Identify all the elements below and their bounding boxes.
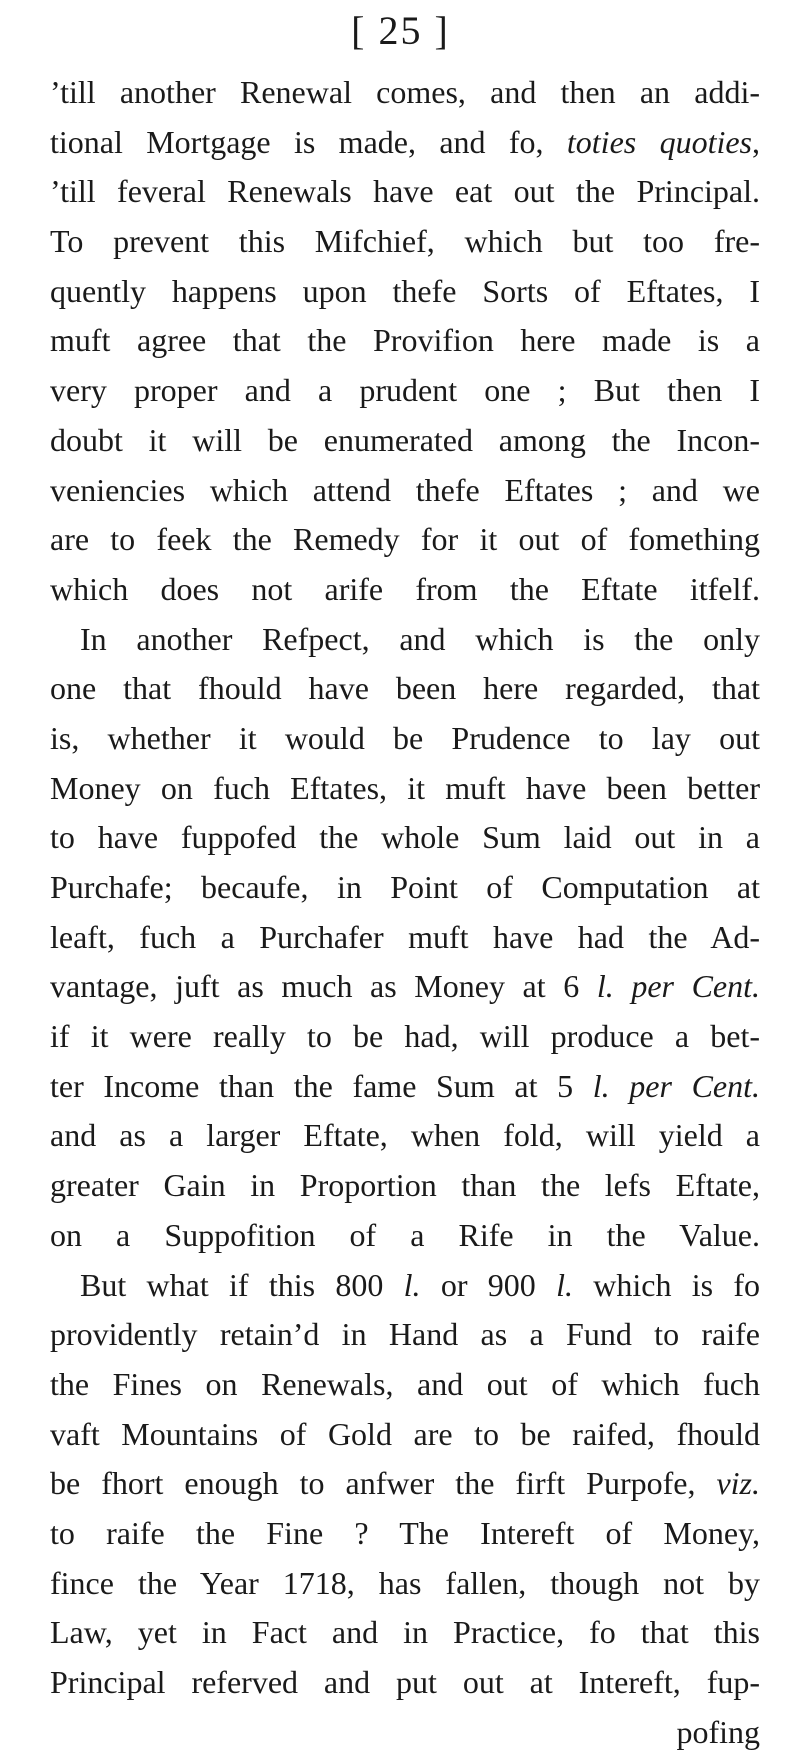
text-line	[50, 1559, 760, 1609]
text-segment: which is fo	[572, 1266, 761, 1303]
italic-text-segment: l.	[403, 1266, 421, 1303]
text-segment: ’till another Renewal comes, and then an addi-	[50, 74, 760, 110]
text-line	[50, 962, 760, 1012]
text-segment: Law, yet in Fact and in Practice, fo that this	[50, 1614, 760, 1651]
text-line	[50, 1658, 760, 1708]
text-segment: to raife the Fine ? The Intereft of Money,	[50, 1514, 760, 1551]
text-segment: the Fines on Renewals, and out of which fuch	[50, 1365, 760, 1402]
italic-text-segment: toties quoties	[566, 123, 753, 160]
text-line	[50, 118, 760, 168]
text-line	[50, 1161, 760, 1211]
text-line	[50, 167, 760, 217]
text-segment: to have fuppofed the whole Sum laid out in a	[50, 819, 760, 856]
text-line	[50, 714, 760, 764]
text-line	[50, 1111, 760, 1161]
text-segment: ’till feveral Renewals have eat out the Principal.	[50, 173, 760, 210]
text-segment: pofing	[676, 1713, 760, 1750]
text-segment: if it were really to be had, will produce a bet-	[50, 1018, 760, 1055]
text-line	[50, 1310, 760, 1360]
page-number: [ 25 ]	[351, 8, 450, 53]
text-segment: But what if this 800	[80, 1266, 404, 1303]
text-segment: is, whether it would be Prudence to lay out	[50, 719, 760, 756]
text-segment: on a Suppofition of a Rife in the Value.	[50, 1216, 760, 1253]
text-line	[50, 1360, 760, 1410]
text-segment: are to feek the Remedy for it out of fomething	[50, 521, 760, 558]
text-line	[50, 565, 760, 615]
text-segment: veniencies which attend thefe Eftates ; and we	[50, 471, 760, 508]
text-line	[50, 764, 760, 814]
text-line	[50, 267, 760, 317]
text-line	[50, 515, 760, 565]
text-line	[50, 1708, 760, 1757]
text-segment: ,	[752, 123, 761, 160]
text-segment: Principal referved and put out at Intereft, fup-	[50, 1664, 760, 1700]
text-line	[50, 615, 760, 665]
text-segment: vantage, juft as much as Money at 6	[50, 968, 597, 1005]
text-segment: one that fhould have been here regarded, that	[50, 670, 760, 707]
body-text	[50, 68, 760, 1757]
text-segment: be fhort enough to anfwer the firft Purpofe,	[50, 1465, 717, 1502]
text-line	[50, 1261, 760, 1311]
text-line	[50, 1459, 760, 1509]
text-segment: or 900	[420, 1266, 557, 1303]
text-line	[50, 316, 760, 366]
italic-text-segment: l.	[556, 1266, 573, 1303]
italic-text-segment: viz.	[716, 1465, 760, 1502]
text-segment: Money on fuch Eftates, it muft have been better	[50, 769, 760, 806]
text-segment: providently retain’d in Hand as a Fund to raife	[50, 1316, 760, 1353]
text-line	[50, 813, 760, 863]
text-line	[50, 1062, 760, 1112]
text-segment: muft agree that the Provifion here made is a	[50, 322, 760, 359]
text-line	[50, 863, 760, 913]
text-line	[50, 1410, 760, 1460]
text-segment: Purchafe; becaufe, in Point of Computation at	[50, 869, 760, 905]
text-segment: leaft, fuch a Purchafer muft have had the Ad-	[50, 918, 760, 955]
text-line	[50, 217, 760, 267]
text-segment: To prevent this Mifchief, which but too fre-	[50, 223, 760, 260]
text-line	[50, 1012, 760, 1062]
text-line	[50, 1608, 760, 1658]
text-segment: which does not arife from the Eftate itfelf.	[50, 570, 760, 607]
text-segment: very proper and a prudent one ; But then I	[50, 372, 760, 409]
text-segment: and as a larger Eftate, when fold, will yield a	[50, 1117, 760, 1154]
text-segment: tional Mortgage is made, and fo,	[50, 123, 567, 160]
text-line	[50, 68, 760, 118]
text-segment: fince the Year 1718, has fallen, though not by	[50, 1564, 760, 1601]
italic-text-segment: l. per Cent.	[592, 1067, 761, 1104]
text-line	[50, 1509, 760, 1559]
text-segment: In another Refpect, and which is the only	[80, 620, 760, 657]
text-line	[50, 1211, 760, 1261]
text-line	[50, 664, 760, 714]
text-segment: greater Gain in Proportion than the lefs Eftate,	[50, 1167, 760, 1204]
text-segment: vaft Mountains of Gold are to be raifed, fhould	[50, 1415, 760, 1452]
text-line	[50, 913, 760, 963]
text-line	[50, 366, 760, 416]
text-line	[50, 416, 760, 466]
italic-text-segment: l. per Cent.	[596, 968, 761, 1005]
text-segment: ter Income than the fame Sum at 5	[50, 1067, 593, 1104]
text-segment: quently happens upon thefe Sorts of Eftates, I	[50, 272, 760, 309]
text-line	[50, 466, 760, 516]
text-segment: doubt it will be enumerated among the Incon-	[50, 421, 760, 458]
